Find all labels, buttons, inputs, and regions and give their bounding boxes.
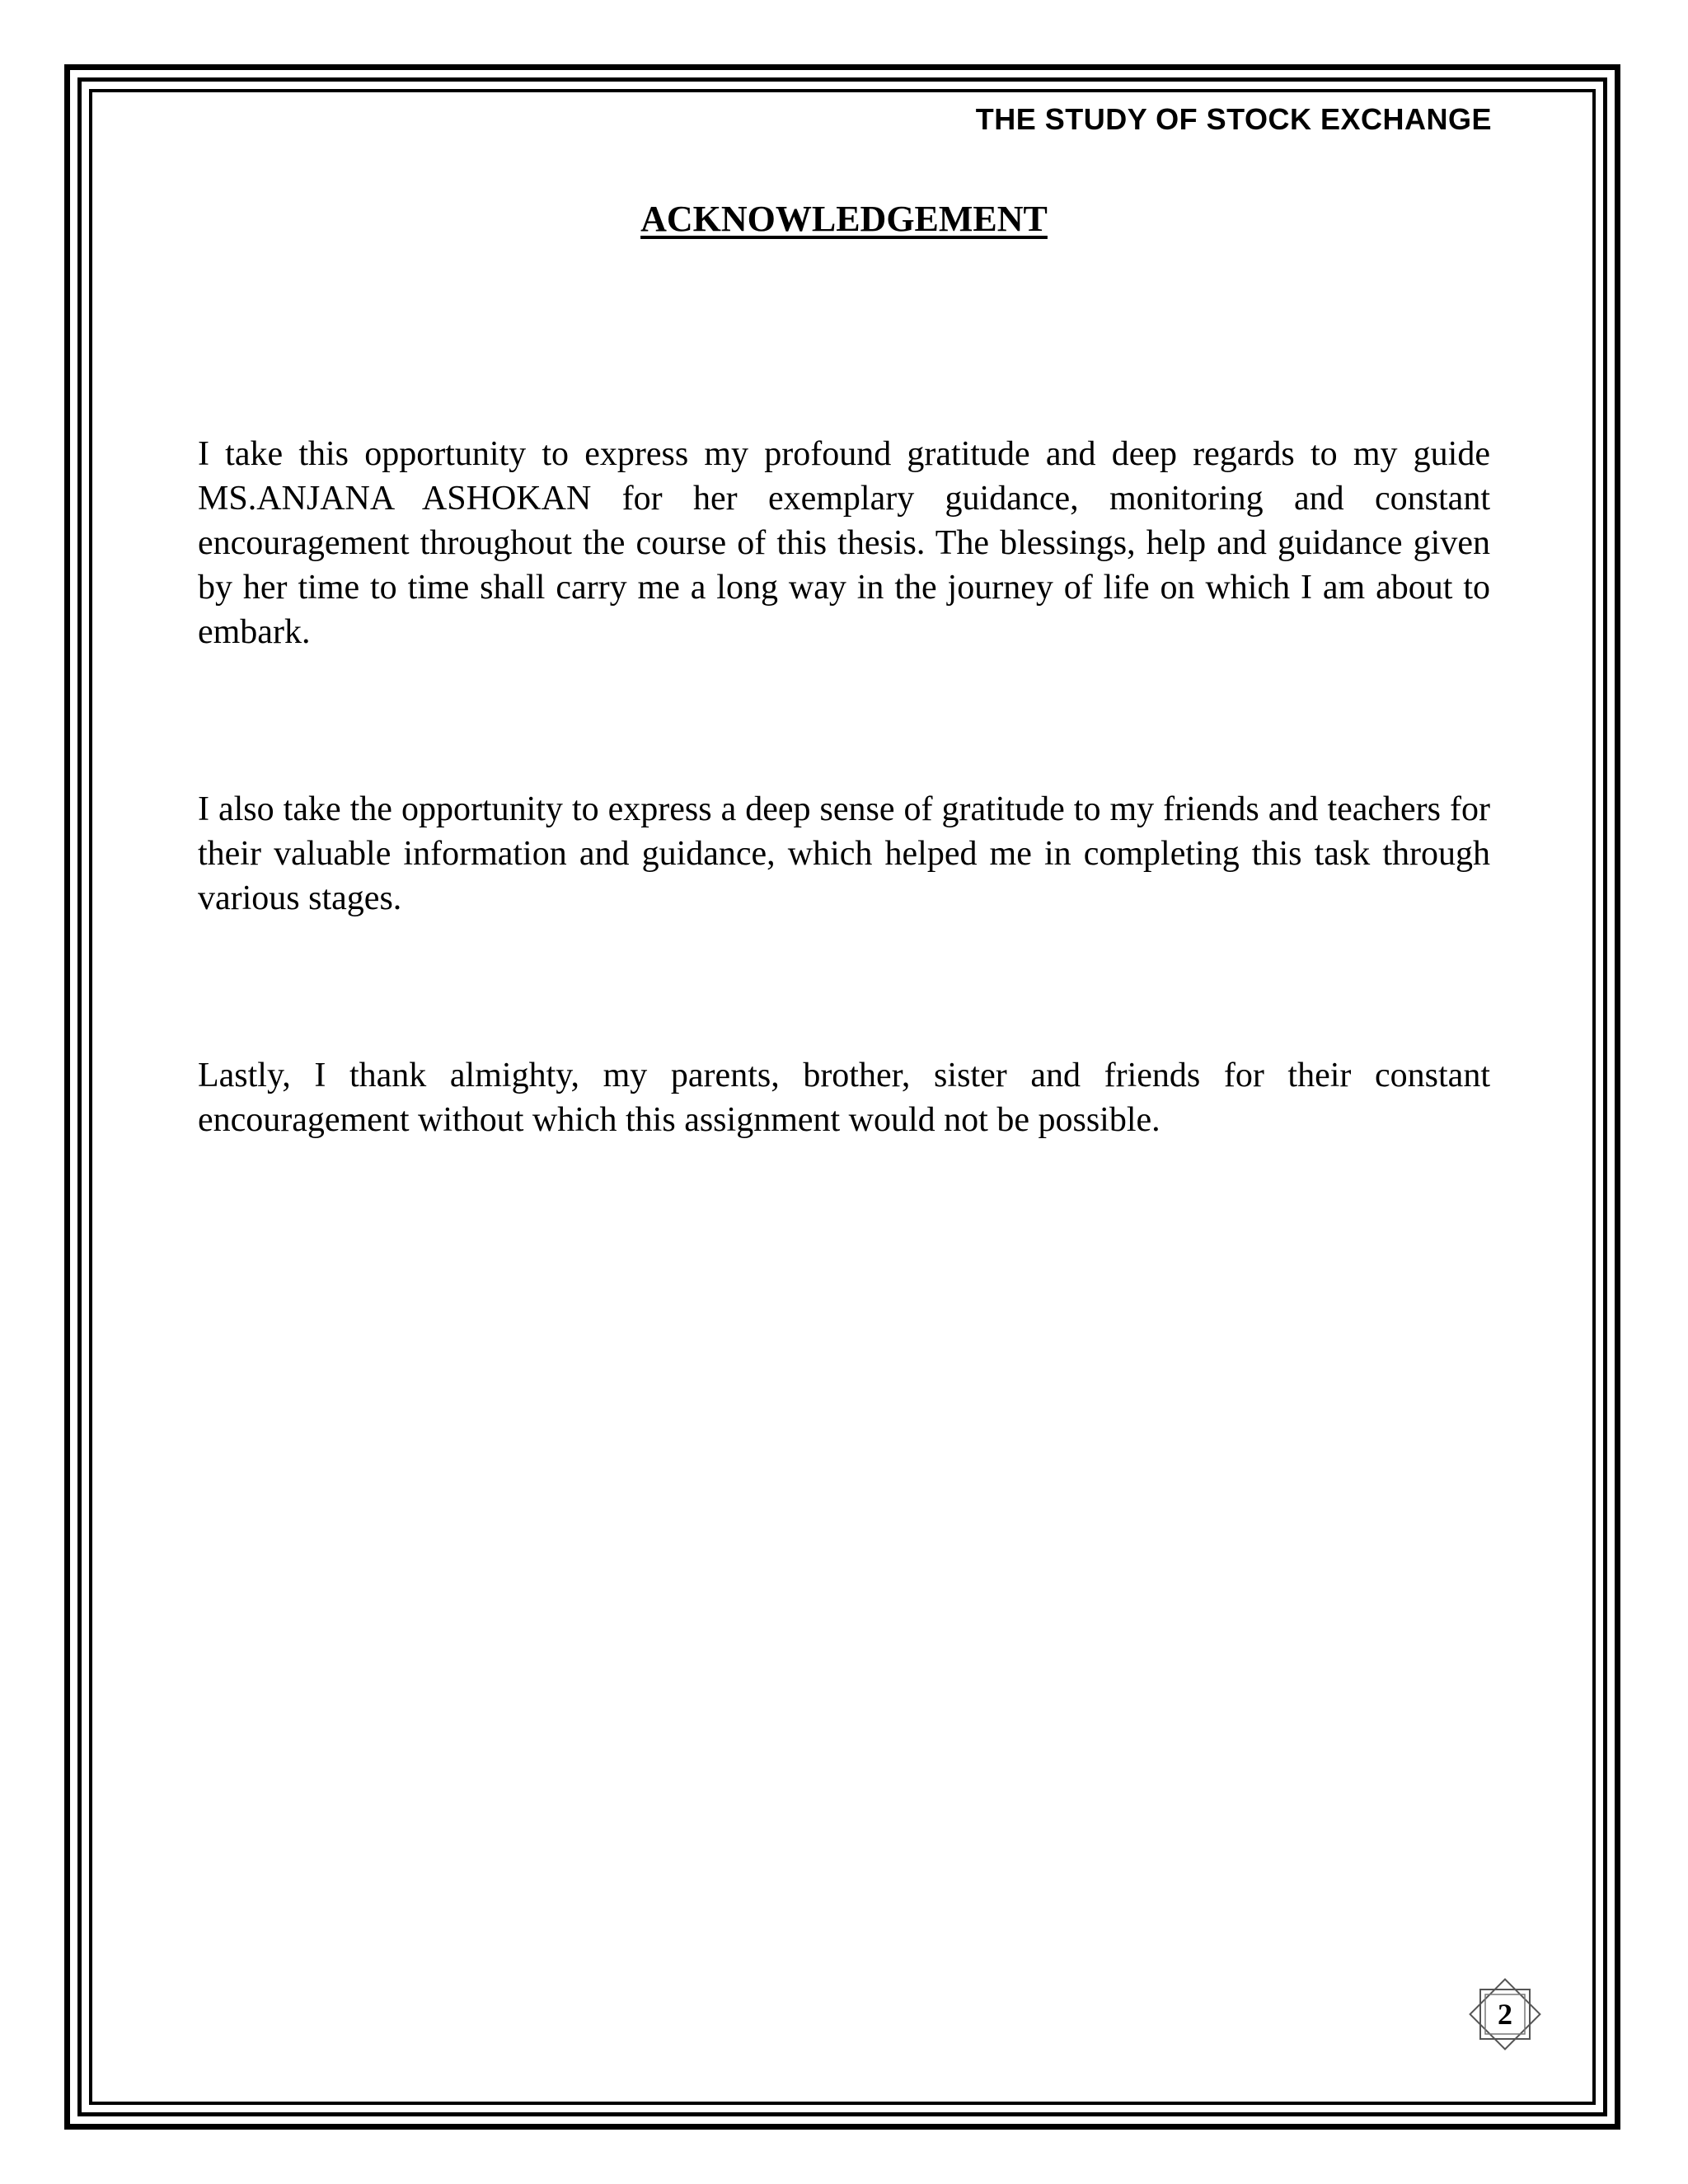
paragraph-2: I also take the opportunity to express a deep sense of gratitude to my friends and teachers for their valuable information and guidance, which helped me in completing this task through various stages. (198, 790, 1490, 917)
page-title: ACKNOWLEDGEMENT (640, 199, 1048, 239)
paragraph-1: I take this opportunity to express my profound gratitude and deep regards to my guide MS.ANJANA ASHOKAN for her exemplary guidance, monitoring and constant encouragement throughout the course of this thesis. The blessings, help and guidance given by her time to time shall carry me a long way in the journey of life on which I am about to embark. (198, 435, 1490, 651)
page-number: 2 (1498, 1998, 1512, 2031)
page-number-badge (1464, 1973, 1546, 2055)
running-header: THE STUDY OF STOCK EXCHANGE (975, 102, 1492, 136)
paragraph-3: Lastly, I thank almighty, my parents, brother, sister and friends for their constant encouragement without which this assignment would not be possible. (198, 1057, 1490, 1139)
